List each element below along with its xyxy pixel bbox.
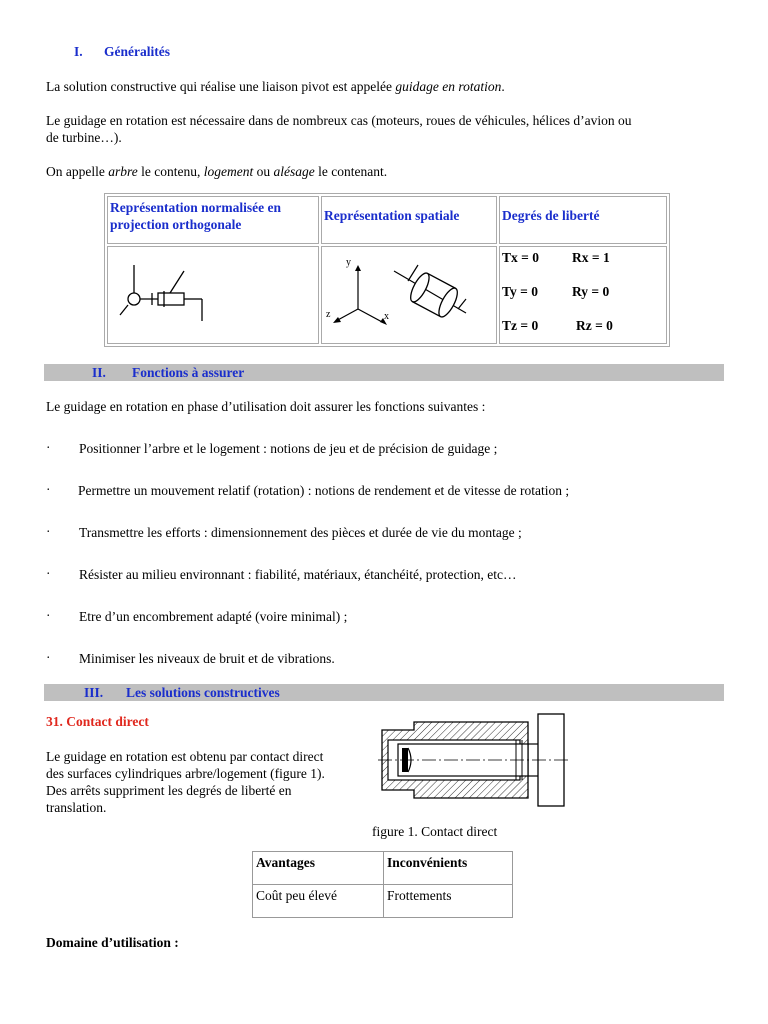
dof-row-z: Tz = 0 Rz = 0: [502, 318, 613, 333]
figure-caption: figure 1. Contact direct: [372, 824, 498, 839]
section-3-heading: [44, 684, 724, 701]
subsection-31-title: 31. Contact direct: [46, 714, 149, 729]
axis-z-label: z: [326, 309, 331, 320]
axis-y-label: y: [346, 257, 351, 268]
list-item: Positionner l’arbre et le logement : notions de jeu et de précision de guidage ;: [79, 441, 498, 456]
bullet: ·: [46, 650, 51, 665]
cell-avantage: Coût peu élevé: [253, 885, 384, 918]
section-number: III.: [84, 685, 104, 700]
bullet: ·: [46, 440, 51, 455]
paragraph-cas: Le guidage en rotation est nécessaire dans de nombreux cas (moteurs, roues de véhicules, hélices d’avion ou: [46, 113, 632, 128]
bullet: ·: [46, 482, 51, 497]
pivot-schema-figure: [112, 257, 212, 327]
table-header-row: [107, 196, 667, 244]
contact-direct-figure: [378, 712, 568, 808]
paragraph-contact-3: Des arrêts suppriment les degrés de liberté en: [46, 783, 292, 798]
table-header-row: [253, 852, 513, 885]
term-guidage: guidage en rotation: [395, 79, 502, 94]
section-2-heading: [44, 364, 724, 381]
bullet: ·: [46, 566, 51, 581]
cell-inconvenient: Frottements: [384, 885, 513, 918]
section-1-heading: [74, 44, 170, 60]
bullet: ·: [46, 524, 51, 539]
header-normalisee: Représentation normalisée en projection orthogonale: [107, 196, 319, 244]
list-item: Permettre un mouvement relatif (rotation) : notions de rendement et de vitesse de rotation ;: [78, 483, 570, 498]
axis-x-label: x: [384, 311, 389, 322]
section-title: Généralités: [104, 44, 170, 59]
list-item: Minimiser les niveaux de bruit et de vibrations.: [79, 651, 335, 666]
header-inconvenients: Inconvénients: [384, 852, 513, 885]
section-number: II.: [92, 365, 106, 380]
paragraph-liaison: La solution constructive qui réalise une liaison pivot est appelée guidage en rotation.: [46, 79, 505, 94]
table-row: [107, 246, 667, 344]
section-title: Fonctions à assurer: [132, 365, 245, 380]
paragraph-arbre: On appelle arbre le contenu, logement ou alésage le contenant.: [46, 164, 388, 179]
paragraph-cas-2: de turbine…).: [46, 130, 122, 145]
advantages-table: [252, 851, 513, 918]
dof-cell: [499, 246, 667, 344]
spatial-cell: [321, 246, 497, 344]
paragraph-contact-2: des surfaces cylindriques arbre/logement (figure 1).: [46, 766, 325, 781]
schema-cell: [107, 246, 319, 344]
header-spatiale: Représentation spatiale: [321, 196, 497, 244]
header-avantages: Avantages: [253, 852, 384, 885]
section-number: I.: [74, 44, 83, 59]
dof-row-y: Ty = 0 Ry = 0: [502, 284, 610, 299]
section-title: Les solutions constructives: [126, 685, 280, 700]
paragraph-contact-1: Le guidage en rotation est obtenu par contact direct: [46, 749, 324, 764]
list-item: Etre d’un encombrement adapté (voire minimal) ;: [79, 609, 348, 624]
representation-table: [104, 193, 670, 347]
domaine-heading: Domaine d’utilisation :: [46, 935, 179, 950]
dof-row-x: Tx = 0 Rx = 1: [502, 250, 610, 265]
paragraph-fonctions-intro: Le guidage en rotation en phase d’utilisation doit assurer les fonctions suivantes :: [46, 399, 486, 414]
header-degres: Degrés de liberté: [499, 196, 667, 244]
list-item: Résister au milieu environnant : fiabilité, matériaux, étanchéité, protection, etc…: [79, 567, 517, 582]
paragraph-contact-4: translation.: [46, 800, 107, 815]
list-item: Transmettre les efforts : dimensionnement des pièces et durée de vie du montage ;: [79, 525, 522, 540]
bullet: ·: [46, 608, 51, 623]
table-row: [253, 885, 513, 918]
